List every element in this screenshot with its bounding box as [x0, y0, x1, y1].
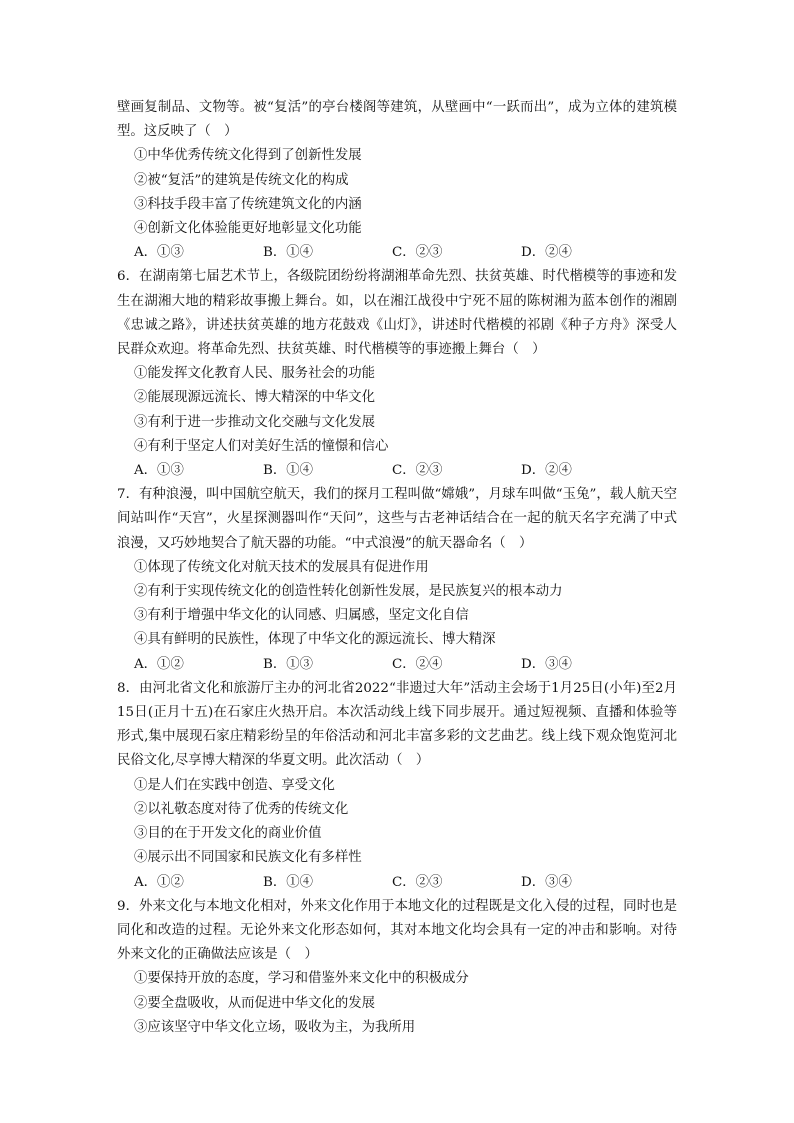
option-2: ②被“复活”的建筑是传统文化的构成 [134, 172, 349, 188]
question-block [117, 677, 677, 895]
choice-d: D．③④ [521, 656, 572, 672]
choice-a: A．①③ [134, 463, 184, 479]
question-block [117, 483, 677, 677]
choice-c: C．②④ [392, 656, 443, 672]
choice-b: B．①③ [263, 656, 314, 672]
option-4: ④有利于坚定人们对美好生活的憧憬和信心 [134, 438, 389, 454]
question-block [117, 96, 677, 265]
choice-b: B．①④ [263, 245, 314, 261]
choice-c: C．②③ [392, 463, 443, 479]
answer-choices [117, 459, 677, 483]
choice-d: D．②④ [521, 245, 572, 261]
question-stem: 7．有种浪漫，叫中国航空航天，我们的探月工程叫做“嫦娥”，月球车叫做“玉兔”，载人航天空间站叫作“天宫”，火星探测器叫作“天问”，这些与古老神话结合在一起的航天名字充满了中式浪漫，又巧妙地契合了航天器的功能。“中式浪漫”的航天器命名（ ） [117, 487, 677, 551]
choice-c: C．②③ [392, 874, 443, 890]
option-3: ③有利于增强中华文化的认同感、归属感，坚定文化自信 [134, 608, 469, 624]
choice-c: C．②③ [392, 245, 443, 261]
option-1: ①是人们在实践中创造、享受文化 [134, 777, 335, 793]
question-block [117, 265, 677, 483]
option-4: ④展示出不同国家和民族文化有多样性 [134, 850, 362, 866]
option-3: ③有利于进一步推动文化交融与文化发展 [134, 414, 376, 430]
option-1: ①能发挥文化教育人民、服务社会的功能 [134, 366, 376, 382]
choice-d: D．②④ [521, 463, 572, 479]
option-3: ③科技手段丰富了传统建筑文化的内涵 [134, 196, 362, 212]
option-2: ②能展现源远流长、博大精深的中华文化 [134, 390, 376, 406]
answer-choices [117, 871, 677, 895]
option-4: ④创新文化体验能更好地彰显文化功能 [134, 221, 362, 237]
question-stem: 8．由河北省文化和旅游厅主办的河北省2022“非遗过大年”活动主会场于1月25日(小年)至2月15日(正月十五)在石家庄火热开启。本次活动线上线下同步展开。通过短视频、直播和体验等形式,集中展现石家庄精彩纷呈的年俗活动和河北丰富多彩的文艺曲艺。线上线下观众饱览河北民俗文化,尽享博大精深的华夏文明。此次活动（ ） [117, 680, 677, 769]
option-3: ③应该坚守中华文化立场，吸收为主，为我所用 [134, 1019, 416, 1035]
choice-b: B．①④ [263, 463, 314, 479]
choice-b: B．①④ [263, 874, 314, 890]
option-2: ②以礼敬态度对待了优秀的传统文化 [134, 801, 349, 817]
option-1: ①中华优秀传统文化得到了创新性发展 [134, 148, 362, 164]
exam-page [117, 96, 677, 1040]
option-1: ①要保持开放的态度，学习和借鉴外来文化中的积极成分 [134, 971, 469, 987]
choice-a: A．①② [134, 656, 184, 672]
question-stem: 9．外来文化与本地文化相对，外来文化作用于本地文化的过程既是文化入侵的过程，同时也是同化和改造的过程。无论外来文化形态如何，其对本地文化均会具有一定的冲击和影响。对待外来文化的正确做法应该是（ ） [117, 898, 677, 963]
option-1: ①体现了传统文化对航天技术的发展具有促进作用 [134, 559, 429, 575]
choice-a: A．①② [134, 874, 184, 890]
option-2: ②有利于实现传统文化的创造性转化创新性发展，是民族复兴的根本动力 [134, 584, 563, 600]
choice-a: A．①③ [134, 245, 184, 261]
answer-choices [117, 653, 677, 677]
question-stem: 壁画复制品、文物等。被“复活”的亭台楼阁等建筑，从壁画中“一跃而出”，成为立体的建筑模型。这反映了（ ） [117, 100, 677, 140]
option-4: ④具有鲜明的民族性，体现了中华文化的源远流长、博大精深 [134, 632, 496, 648]
answer-choices [117, 241, 677, 265]
option-3: ③目的在于开发文化的商业价值 [134, 826, 322, 842]
question-block [117, 895, 677, 1040]
choice-d: D．③④ [521, 874, 572, 890]
question-stem: 6．在湖南第七届艺术节上，各级院团纷纷将湖湘革命先烈、扶贫英雄、时代楷模等的事迹和发生在湖湘大地的精彩故事搬上舞台。如，以在湘江战役中宁死不屈的陈树湘为蓝本创作的湘剧《忠诚之路》，讲述扶贫英雄的地方花鼓戏《山灯》，讲述时代楷模的祁剧《种子方舟》深受人民群众欢迎。将革命先烈、扶贫英雄、时代楷模等的事迹搬上舞台（ ） [117, 269, 677, 358]
option-2: ②要全盘吸收，从而促进中华文化的发展 [134, 995, 376, 1011]
